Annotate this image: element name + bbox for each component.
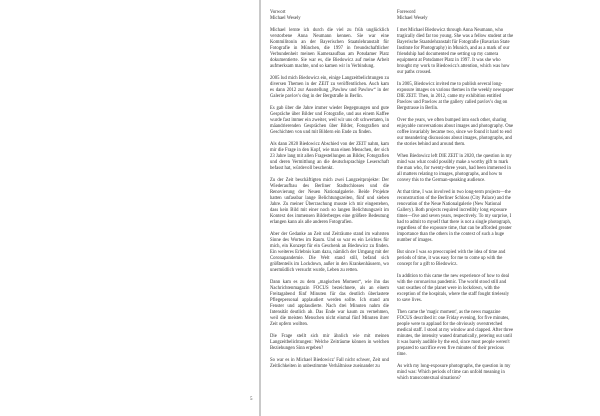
english-paragraph: Over the years, we often bumped into each other, sharing enjoyable conversations about images and photography. One coffee invariably became two, since we found it hard to end our meandering discussions about images, photographs, and the stories behind and around them.: [397, 118, 514, 147]
german-paragraph: 2005 lud mich Biedowicz ein, einige Langzeitbelichtungen zu diversen Themen in der ZEIT zu veröffentlichen. Auch kam es dann 2012 zur Ausstellung „Pawlow und Pawlow“ in der Galerie pavlov's dog in der Bergstraße in Berlin.: [270, 76, 389, 99]
english-paragraph: As with my long-exposure photographs, the question in my mind was: Which periods of time can unfold meaning in which transcontextual situations?: [397, 364, 511, 381]
german-text-column: [270, 10, 389, 376]
english-paragraph: At that time, I was involved in two long-term projects—the reconstruction of the Berliner Schloss (City Palace) and the renovation of the Neue Nationalgalerie (New National Gallery). Both projects required incredibly long exposure times—five and seven years, respectively. To my surprise, I had to admit to myself that there is not a single photograph, regardless of the exposure time, that can be afforded greater importance than the others in the context of such a huge number of images.: [397, 190, 512, 243]
german-paragraph: Aber der Gedanke an Zeit und Zeiträume stand im wahrsten Sinne des Wortes im Raum. Und so war es ein Leichtes für mich, ein Konzept für ein Geschenk an Biedowicz zu finden. Ein weiteres Erlebnis kam dazu, nämlich der Umgang mit der Coronapandemie. Die Welt stand still, befand sich größtenteils im Lockdown, außer in den Krankenhäusern, wo unermüdlich versucht wurde, Leben zu retten.: [270, 232, 389, 273]
left-page-blank: [0, 0, 259, 416]
english-paragraph: Then came the 'magic moment', as the news magazine FOCUS described it: one Friday evening, for five minutes, people were to applaud for the obviously overstretched medical staff. I stood at my window and clapped. After three minutes, the intensity waned dramatically, petering out until it was barely audible by the end, since most people weren't prepared to sacrifice even five minutes of their precious time.: [397, 310, 514, 357]
german-paragraph: Es gab über die Jahre immer wieder Begegnungen und gute Gespräche über Bilder und Fotografie, und aus einem Kaffee wurde fast immer ein zweiter, weil wir uns oft schwertaten, in mäandrierenden Gesprächen über Bilder, Fotografien und Geschichten von und mit Bildern ein Ende zu finden.: [270, 106, 389, 135]
english-paragraph: I met Michael Biedowicz through Anna Neumann, who tragically died far too young. She was a fellow student at the Bayerische Staatslehranstalt für Fotografie (Bavarian State Institute for Photography) in Munich, and as a mark of our friendship had documented me setting up my camera equipment at Potsdamer Platz in 1997. It was she who brought my work to Biedowicz's attention, which was how our paths crossed.: [397, 28, 514, 75]
page-number: 5: [250, 397, 253, 402]
german-paragraph: Dann kam es zu dem „magischen Moment“, wie ihn das Nachrichtenmagazin FOCUS bezeichnete, als an einem Freitagabend fünf Minuten für das deutlich überlastete Pflegepersonal applaudiert werden sollte. Ich stand am Fenster und applaudierte. Nach drei Minuten nahm die Intensität deutlich ab. Das Ende war kaum zu vernehmen, weil die meisten Menschen nicht einmal fünf Minuten ihrer Zeit opfern wollten.: [270, 280, 389, 327]
german-paragraph: Zu der Zeit beschäftigten mich zwei Langzeitprojekte: Der Wiederaufbau des Berliner Stadtschlosses und die Renovierung der Neuen Nationalgalerie. Beide Projekte hatten unfassbar lange Belichtungszeiten, fünf und sieben Jahre. Zu meiner Überraschung musste ich mir eingestehen, dass kein Bild mit einer noch so langen Belichtungszeit im Kontext des immensen Bilderberges eine größere Bedeutung erlangen kann als alle anderen Fotografien.: [270, 178, 389, 225]
english-column-title: Foreword: [397, 10, 416, 15]
english-text-column: [397, 10, 514, 388]
english-paragraph: But since I was so preoccupied with the idea of time and periods of time, it was easy for me to come up with the concept for a gift to Biedowicz.: [397, 250, 506, 267]
english-paragraph: In addition to this came the new experience of how to deal with the coronavirus pandemic. The world stood still and vast swathes of the planet were in lockdown, with the exception of the hospitals, where the staff fought tirelessly to save lives.: [397, 274, 510, 303]
english-paragraph: In 2005, Biedowicz invited me to publish several long-exposure images on various themes in the weekly newspaper DIE ZEIT. Then, in 2012, came my exhibition entitled Pawlow und Pawlow at the gallery called pavlov's dog on Bergstrasse in Berlin.: [397, 82, 514, 111]
german-paragraph: Michael lernte ich durch die viel zu früh unglücklich verstorbene Anna Neumann kennen. Sie war eine Kommilitonin an der Bayerischen Staatslehranstalt für Fotografie in München, die 1997 in freundschaftlicher Verbundenheit meinen Kameraaufbau am Potsdamer Platz dokumentierte. Sie war es, die Biedowicz auf meine Arbeit aufmerksam machte, und so kamen wir in Verbindung.: [270, 28, 389, 69]
english-column-header: [397, 10, 514, 22]
german-column-author: Michael Wesely: [270, 16, 301, 21]
german-column-title: Vorwort: [270, 10, 286, 15]
english-paragraph: When Biedowicz left DIE ZEIT in 2020, the question in my mind was what could possibly make a worthy gift to mark the man who, for twenty-three years, had been immersed in all matters relating to images, photographs, and how to convey this to the German-speaking audience.: [397, 154, 512, 183]
german-paragraph: Die Frage stellt sich mir ähnlich wie mit meinen Langzeitbelichtungen: Welche Zeiträume können in welchen Beziehungen Sinn ergeben?: [270, 334, 389, 351]
english-column-author: Michael Wesely: [397, 16, 428, 21]
german-paragraph: So war es in Michael Biedowicz' Fall nicht schwer, Zeit und Zeitlichkeiten in unbestimmte Verhältnisse zueinander zu: [270, 358, 389, 369]
german-paragraph: Als dann 2020 Biedowicz Abschied von der ZEIT nahm, kam mir die Frage in den Kopf, wie man einen Menschen, der sich 23 Jahre lang mit allen Fragestellungen an Bilder, Fotografien und deren Vermittlung an die deutschsprachige Leserschaft befasst hat, würdevoll beschenkt.: [270, 142, 389, 171]
german-column-header: [270, 10, 389, 22]
right-page: [261, 0, 600, 416]
